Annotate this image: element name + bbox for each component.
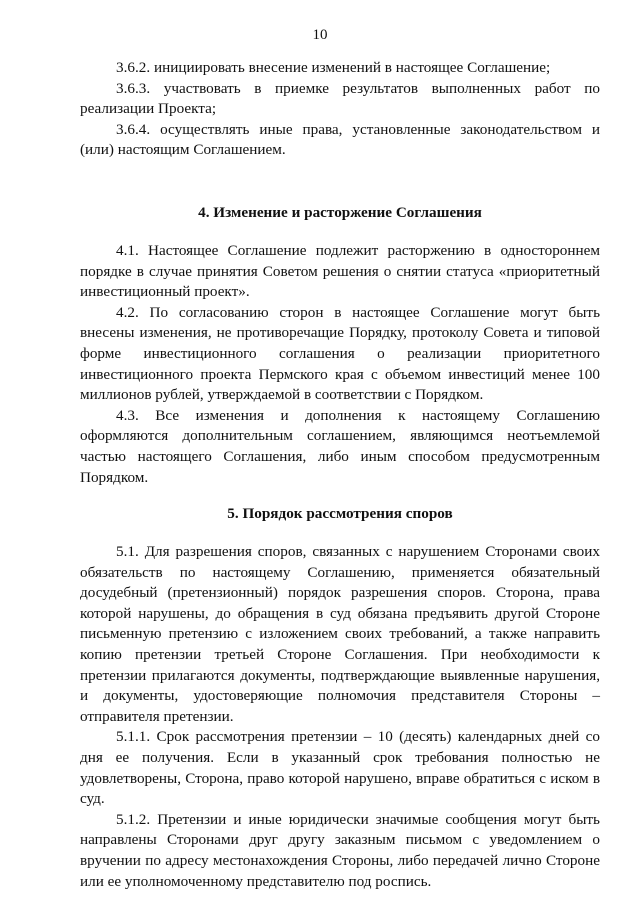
section-4-heading: 4. Изменение и расторжение Соглашения: [198, 203, 482, 221]
clause-5-1-1: 5.1.1. Срок рассмотрения претензии – 10 (десять) календарных дней со дня ее получения. Если в указанный срок требования полностью не удовлетворены, Сторона, право которой нарушено, вправе обратиться с иском в суд.: [80, 728, 600, 808]
clause-4-2: 4.2. По согласованию сторон в настоящее Соглашение могут быть внесены изменения, не противоречащие Порядку, протоколу Совета и типовой форме инвестиционного соглашения о реализации приоритетного инвестиционного проекта Пермского края с объемом инвестиций менее 100 миллионов рублей, утверждаемой в соответствии с Порядком.: [80, 303, 600, 404]
clause-3-6-4: 3.6.4. осуществлять иные права, установленные законодательством и (или) настоящим Соглашением.: [80, 120, 600, 159]
section-5-heading: 5. Порядок рассмотрения споров: [227, 505, 453, 523]
spacer: [80, 524, 600, 542]
clause-3-6-2: 3.6.2. инициировать внесение изменений в настоящее Соглашение;: [116, 59, 551, 76]
document-body: [80, 58, 600, 892]
spacer: [80, 488, 600, 504]
spacer: [80, 161, 600, 203]
clause-5-1: 5.1. Для разрешения споров, связанных с нарушением Сторонами своих обязательств по настоящему Соглашению, применяется обязательный досудебный (претензионный) порядок разрешения споров. Сторона, права которой нарушены, до обращения в суд обязана предъявить другой Стороне письменную претензию с изложением своих требований, а также направить копию претензии третьей Стороне Соглашения. При необходимости к претензии прилагаются документы, подтверждающие выявленные нарушения, и документы, удостоверяющие полномочия представителя Стороны – отправителя претензии.: [80, 543, 600, 725]
spacer: [80, 223, 600, 241]
clause-5-1-2: 5.1.2. Претензии и иные юридически значимые сообщения могут быть направлены Сторонами друг другу заказным письмом с уведомлением о вручении по адресу местонахождения Стороны, либо передачей лично Стороне или ее уполномоченному представителю под роспись.: [80, 810, 600, 890]
clause-4-1: 4.1. Настоящее Соглашение подлежит расторжению в одностороннем порядке в случае принятия Советом решения о снятии статуса «приоритетный инвестиционный проект».: [80, 241, 600, 301]
clause-3-6-3: 3.6.3. участвовать в приемке результатов выполненных работ по реализации Проекта;: [80, 79, 600, 118]
clause-4-3: 4.3. Все изменения и дополнения к настоящему Соглашению оформляются дополнительным соглашением, являющимся неотъемлемой частью настоящего Соглашения, либо иным способом предусмотренным Порядком.: [80, 406, 600, 486]
page-number: 10: [312, 27, 328, 43]
